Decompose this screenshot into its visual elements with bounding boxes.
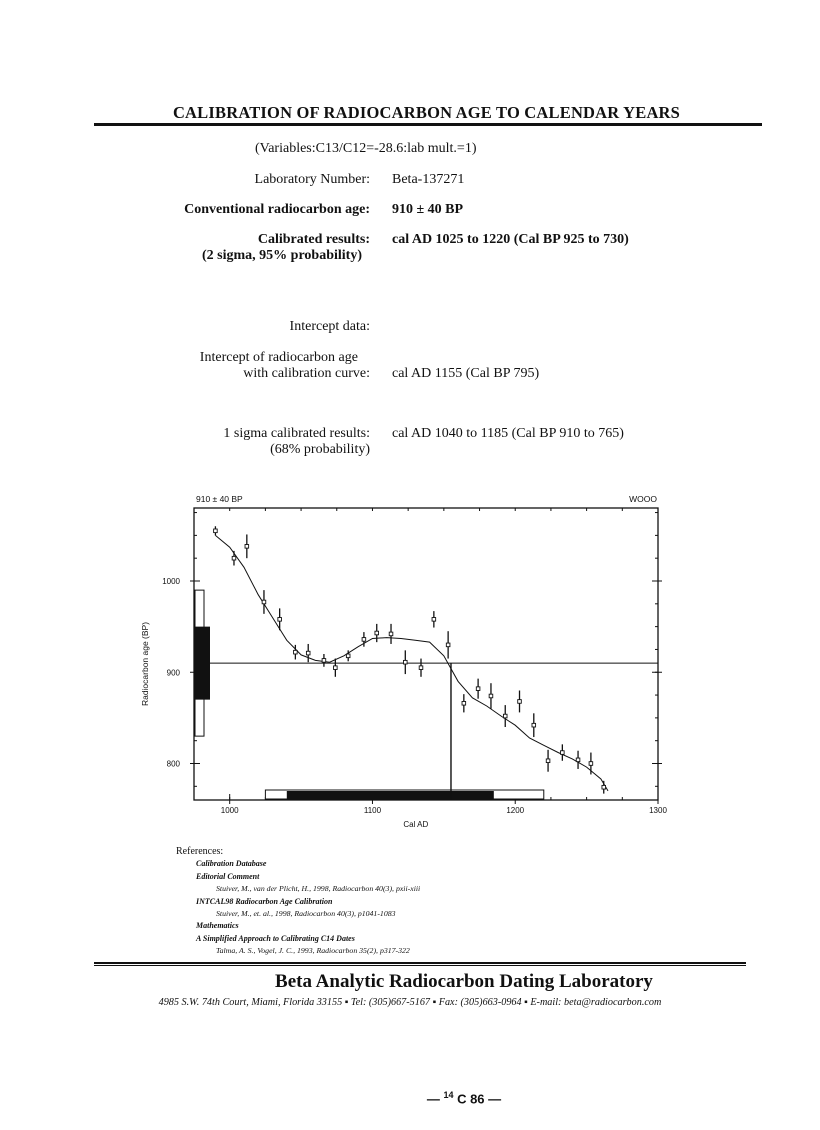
data-point [546,750,550,772]
reference-heading: Editorial Comment [196,871,260,881]
data-point [375,624,379,642]
lab-number-value: Beta-137271 [392,172,465,187]
point-marker [446,643,450,647]
point-marker [294,650,298,654]
point-marker [375,631,379,635]
one-sigma-value: cal AD 1040 to 1185 (Cal BP 910 to 765) [392,426,624,441]
footer-rule-bottom [94,965,746,966]
one-sigma-label-line2: (68% probability) [270,442,370,457]
calibrated-results-value: cal AD 1025 to 1220 (Cal BP 925 to 730) [392,232,629,247]
point-marker [403,660,407,664]
data-point [214,526,218,535]
point-marker [546,759,550,763]
point-marker [576,758,580,762]
reference-heading: Mathematics [196,921,239,931]
reference-citation: Stuiver, M., et. al., 1998, Radiocarbon 40(3), p1041-1083 [216,909,396,919]
data-point [306,644,310,662]
data-point [561,744,565,760]
page-number-main: C 86 [457,1091,485,1107]
data-point [262,590,266,614]
intercept-label-line2: with calibration curve: [243,366,370,381]
plot-frame [194,508,658,800]
point-marker [518,700,522,704]
y-tick-label: 1000 [162,577,180,586]
point-marker [561,751,565,755]
one-sigma-label-line1: 1 sigma calibrated results: [223,426,370,441]
x-tick-label: 1000 [220,806,239,815]
data-point [576,751,580,769]
point-marker [214,529,218,533]
data-point [503,705,507,727]
point-marker [419,666,423,670]
point-marker [346,654,350,658]
footer-rule-top [94,962,746,964]
point-marker [362,638,366,642]
lab-number-label: Laboratory Number: [254,172,370,187]
references [176,846,420,958]
data-point [602,781,606,794]
conventional-age-label: Conventional radiocarbon age: [184,202,370,217]
chart-top-left-label: 910 ± 40 BP [196,494,243,504]
y-axis-label: Radiocarbon age (BP) [140,621,150,707]
y-tick-label: 800 [166,759,180,769]
chart-top-right-label: WOOO [629,494,657,504]
calibrated-label-line1: Calibrated results: [257,232,370,247]
point-marker [503,714,507,718]
calibrated-label-line2: (2 sigma, 95% probability) [202,248,362,263]
point-marker [489,694,493,698]
page-title: CALIBRATION OF RADIOCARBON AGE TO CALENDAR YEARS [172,103,681,122]
point-marker [306,651,310,655]
data-point [334,659,338,677]
conventional-age-value: 910 ± 40 BP [392,202,464,217]
reference-citation: Talma, A. S., Vogel, J. C., 1993, Radiocarbon 35(2), p317-322 [216,946,410,956]
point-marker [532,723,536,727]
reference-heading: A Simplified Approach to Calibrating C14 Dates [196,933,355,943]
x-tick-label: 1100 [363,806,382,815]
data-point [518,691,522,713]
intercept-value: cal AD 1155 (Cal BP 795) [392,366,540,381]
references-heading: References: [176,846,224,857]
x-tick-label: 1300 [649,806,667,815]
references-list [176,858,420,957]
age-1sigma-box [195,627,210,700]
x-tick-label: 1200 [506,806,525,815]
point-marker [278,618,282,622]
reference-citation: Stuiver, M., van der Plicht, H., 1998, Radiocarbon 40(3), pxii-xiii [216,884,421,894]
data-point [489,683,493,709]
intercept-label-line1: Intercept of radiocarbon age [199,350,358,365]
point-marker [389,632,393,636]
x-axis-label: Cal AD [403,820,429,829]
data-point [446,631,450,658]
data-point [419,659,423,677]
data-point [476,679,480,699]
data-point [532,713,536,737]
point-marker [232,556,236,560]
point-marker [432,618,436,622]
reference-heading: INTCAL98 Radiocarbon Age Calibration [196,896,333,906]
point-marker [322,659,326,663]
point-marker [462,701,466,705]
calibrated-1sigma-bar [287,791,494,799]
data-point [232,551,236,566]
page-number-sup: 14 [443,1090,454,1100]
lab-name: Beta Analytic Radiocarbon Dating Laboratory [275,971,653,992]
intercept-data-label: Intercept data: [289,319,370,334]
page-number-prefix: — [426,1091,440,1107]
point-marker [589,762,593,766]
point-marker [602,785,606,789]
point-marker [245,545,249,549]
point-marker [334,666,338,670]
point-marker [262,600,266,604]
reference-heading: Calibration Database [196,859,267,869]
data-point [403,650,407,674]
data-point [245,534,249,558]
lab-address: 4985 S.W. 74th Court, Miami, Florida 33155 ▪ Tel: (305)667-5167 ▪ Fax: (305)663-0964 ▪ E-mail: beta@radiocarbon.com [158,997,662,1008]
data-point [389,624,393,644]
data-point [432,611,436,627]
y-tick-label: 900 [166,668,180,678]
data-point [322,654,326,667]
page-number-suffix: — [488,1091,502,1107]
point-marker [476,687,480,691]
page-number [0,1090,820,1106]
variables-line: (Variables:C13/C12=-28.6:lab mult.=1) [255,141,477,156]
data-point [462,694,466,712]
